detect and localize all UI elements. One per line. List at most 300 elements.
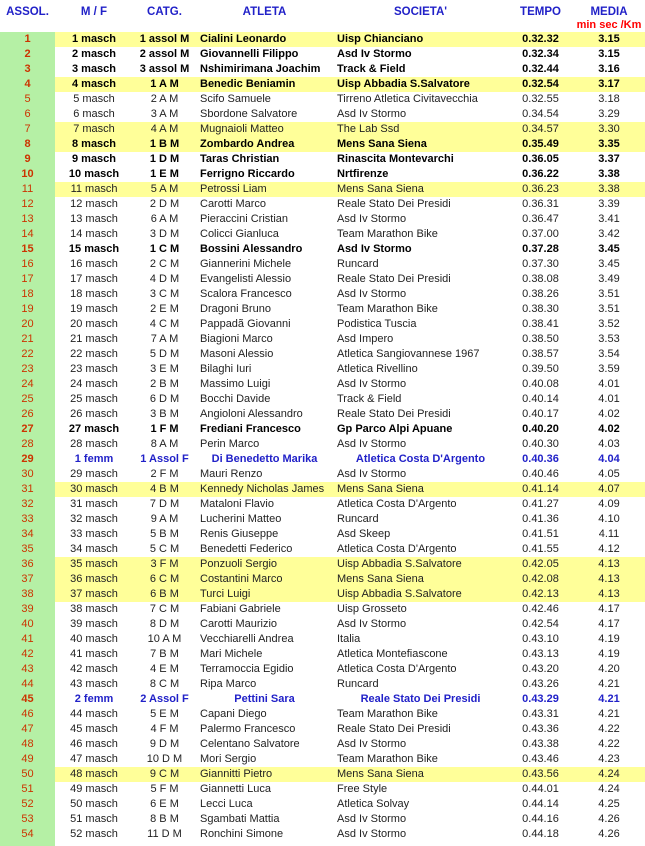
cell-club-name: Asd Iv Stormo [337, 288, 407, 300]
cell-club-name: Reale Stato Dei Presidi [337, 408, 451, 420]
cell-finish-time: 0.42.54 [522, 618, 559, 630]
cell-gender-rank: 51 masch [70, 813, 118, 825]
cell-athlete-name: Giannitti Pietro [200, 768, 273, 780]
cell-category-rank: 11 D M [147, 828, 182, 840]
cell-athlete-name: Petrossi Liam [200, 183, 267, 195]
cell-finish-time: 0.36.47 [522, 213, 559, 225]
cell-club-name: Reale Stato Dei Presidi [337, 723, 451, 735]
cell-gender-rank: 24 masch [70, 378, 118, 390]
cell-overall-position: 49 [21, 753, 34, 765]
table-row [0, 362, 645, 377]
cell-finish-time: 0.43.36 [522, 723, 559, 735]
cell-overall-position: 48 [21, 738, 34, 750]
cell-athlete-name: Nshimirimana Joachim [200, 63, 321, 75]
cell-overall-position: 33 [21, 513, 34, 525]
results-body [0, 32, 645, 842]
cell-finish-time: 0.32.34 [522, 48, 559, 60]
cell-pace: 3.30 [598, 123, 620, 135]
cell-pace: 4.03 [598, 438, 620, 450]
cell-athlete-name: Mori Sergio [200, 753, 257, 765]
cell-pace: 4.13 [598, 558, 620, 570]
cell-gender-rank: 47 masch [70, 753, 118, 765]
cell-gender-rank: 40 masch [70, 633, 118, 645]
cell-finish-time: 0.32.54 [522, 78, 559, 90]
cell-overall-position: 22 [21, 348, 34, 360]
cell-gender-rank: 50 masch [70, 798, 118, 810]
cell-club-name: Atletica Costa D'Argento [355, 453, 486, 465]
table-row [0, 497, 645, 512]
table-row [0, 482, 645, 497]
cell-finish-time: 0.43.46 [522, 753, 559, 765]
cell-pace: 3.41 [598, 213, 620, 225]
table-header-row [0, 0, 645, 19]
cell-athlete-name: Palermo Francesco [200, 723, 296, 735]
cell-pace: 4.19 [598, 633, 620, 645]
cell-finish-time: 0.42.08 [522, 573, 559, 585]
cell-gender-rank: 38 masch [70, 603, 118, 615]
cell-category-rank: 2 B M [150, 378, 179, 390]
cell-pace: 4.12 [598, 543, 620, 555]
cell-club-name: Asd Iv Stormo [337, 213, 407, 225]
cell-pace: 3.15 [598, 48, 620, 60]
cell-finish-time: 0.43.56 [522, 768, 559, 780]
cell-pace: 4.23 [598, 753, 620, 765]
cell-gender-rank: 37 masch [70, 588, 118, 600]
table-row [0, 347, 645, 362]
cell-gender-rank: 30 masch [70, 483, 118, 495]
cell-category-rank: 2 Assol F [140, 693, 189, 705]
cell-athlete-name: Scalora Francesco [200, 288, 292, 300]
cell-athlete-name: Ferrigno Riccardo [200, 168, 295, 180]
cell-pace: 4.25 [598, 798, 620, 810]
cell-athlete-name: Capani Diego [200, 708, 267, 720]
cell-athlete-name: Sgambati Mattia [200, 813, 280, 825]
cell-category-rank: 5 A M [150, 183, 179, 195]
cell-club-name: Mens Sana Siena [337, 573, 424, 585]
cell-overall-position: 14 [21, 228, 34, 240]
table-row [0, 827, 645, 842]
table-row [0, 707, 645, 722]
table-row [0, 812, 645, 827]
cell-overall-position: 36 [21, 558, 34, 570]
cell-finish-time: 0.40.17 [522, 408, 559, 420]
cell-pace: 4.26 [598, 813, 620, 825]
cell-gender-rank: 2 masch [71, 48, 117, 60]
table-row [0, 512, 645, 527]
table-row [0, 782, 645, 797]
cell-club-name: Team Marathon Bike [337, 228, 438, 240]
cell-club-name: Uisp Abbadia S.Salvatore [337, 588, 462, 600]
cell-club-name: Mens Sana Siena [337, 768, 424, 780]
cell-overall-position: 46 [21, 708, 34, 720]
cell-finish-time: 0.42.05 [522, 558, 559, 570]
cell-gender-rank: 16 masch [70, 258, 118, 270]
cell-pace: 3.49 [598, 273, 620, 285]
cell-overall-position: 1 [24, 33, 31, 45]
cell-finish-time: 0.38.50 [522, 333, 559, 345]
cell-overall-position: 7 [24, 123, 31, 135]
cell-finish-time: 0.38.30 [522, 303, 559, 315]
cell-overall-position: 15 [21, 243, 34, 255]
cell-gender-rank: 41 masch [70, 648, 118, 660]
cell-pace: 3.52 [598, 318, 620, 330]
cell-overall-position: 27 [21, 423, 34, 435]
cell-pace: 4.22 [598, 738, 620, 750]
cell-athlete-name: Cialini Leonardo [200, 33, 287, 45]
cell-gender-rank: 27 masch [68, 423, 120, 435]
cell-category-rank: 6 C M [149, 573, 180, 585]
cell-category-rank: 2 D M [149, 198, 180, 210]
cell-category-rank: 1 A M [150, 78, 179, 90]
cell-overall-position: 5 [24, 93, 31, 105]
cell-club-name: Asd Iv Stormo [337, 243, 412, 255]
cell-category-rank: 5 C M [149, 543, 180, 555]
table-row [0, 77, 645, 92]
table-row [0, 662, 645, 677]
cell-finish-time: 0.44.01 [522, 783, 559, 795]
cell-athlete-name: Turci Luigi [200, 588, 251, 600]
cell-club-name: Rinascita Montevarchi [337, 153, 454, 165]
cell-category-rank: 3 B M [150, 408, 179, 420]
table-row [0, 467, 645, 482]
cell-overall-position: 8 [24, 138, 31, 150]
cell-pace: 3.35 [598, 138, 620, 150]
cell-gender-rank: 19 masch [70, 303, 118, 315]
cell-gender-rank: 21 masch [70, 333, 118, 345]
cell-club-name: Asd Iv Stormo [337, 438, 407, 450]
cell-category-rank: 3 C M [149, 288, 180, 300]
cell-athlete-name: Carotti Marco [200, 198, 267, 210]
cell-category-rank: 10 A M [147, 633, 182, 645]
cell-pace: 3.38 [598, 183, 620, 195]
cell-pace: 3.53 [598, 333, 620, 345]
cell-gender-rank: 36 masch [70, 573, 118, 585]
table-row [0, 227, 645, 242]
cell-category-rank: 2 A M [150, 93, 179, 105]
cell-gender-rank: 7 masch [73, 123, 115, 135]
cell-pace: 4.19 [598, 648, 620, 660]
cell-pace: 4.13 [598, 588, 620, 600]
cell-gender-rank: 14 masch [70, 228, 118, 240]
cell-pace: 3.59 [598, 363, 620, 375]
cell-athlete-name: Zombardo Andrea [200, 138, 295, 150]
cell-overall-position: 38 [21, 588, 34, 600]
cell-overall-position: 31 [21, 483, 34, 495]
cell-club-name: Uisp Abbadia S.Salvatore [337, 78, 470, 90]
cell-finish-time: 0.36.05 [522, 153, 559, 165]
table-row [0, 422, 645, 437]
cell-overall-position: 44 [21, 678, 34, 690]
cell-club-name: Team Marathon Bike [337, 708, 438, 720]
cell-finish-time: 0.41.55 [522, 543, 559, 555]
cell-gender-rank: 17 masch [70, 273, 118, 285]
cell-club-name: Mens Sana Siena [337, 483, 424, 495]
cell-pace: 3.37 [598, 153, 620, 165]
cell-category-rank: 3 assol M [139, 63, 190, 75]
cell-pace: 3.54 [598, 348, 620, 360]
cell-finish-time: 0.43.26 [522, 678, 559, 690]
cell-club-name: Asd Iv Stormo [337, 108, 407, 120]
cell-category-rank: 6 B M [150, 588, 179, 600]
cell-finish-time: 0.41.14 [522, 483, 559, 495]
column-subheader-media-units: min sec /Km [576, 19, 642, 31]
cell-club-name: Team Marathon Bike [337, 753, 438, 765]
cell-category-rank: 7 A M [150, 333, 179, 345]
cell-overall-position: 39 [21, 603, 34, 615]
cell-category-rank: 8 A M [150, 438, 179, 450]
cell-finish-time: 0.36.23 [522, 183, 559, 195]
cell-category-rank: 1 Assol F [140, 453, 189, 465]
cell-athlete-name: Masoni Alessio [200, 348, 274, 360]
cell-pace: 3.51 [598, 288, 620, 300]
cell-finish-time: 0.43.10 [522, 633, 559, 645]
cell-category-rank: 2 F M [150, 468, 179, 480]
cell-pace: 4.21 [598, 708, 620, 720]
cell-club-name: Runcard [337, 258, 379, 270]
cell-finish-time: 0.42.46 [522, 603, 559, 615]
cell-athlete-name: Ronchini Simone [200, 828, 284, 840]
cell-finish-time: 0.37.28 [522, 243, 559, 255]
cell-pace: 4.21 [598, 693, 620, 705]
cell-pace: 3.15 [598, 33, 620, 45]
cell-pace: 4.24 [598, 783, 620, 795]
cell-club-name: Team Marathon Bike [337, 303, 438, 315]
cell-overall-position: 43 [21, 663, 34, 675]
cell-finish-time: 0.43.31 [522, 708, 559, 720]
cell-gender-rank: 6 masch [73, 108, 115, 120]
cell-pace: 4.17 [598, 603, 620, 615]
table-row [0, 287, 645, 302]
cell-gender-rank: 8 masch [71, 138, 117, 150]
cell-category-rank: 2 C M [149, 258, 180, 270]
cell-athlete-name: Vecchiarelli Andrea [200, 633, 294, 645]
cell-pace: 4.20 [598, 663, 620, 675]
cell-finish-time: 0.39.50 [522, 363, 559, 375]
table-subheader-row [0, 19, 645, 32]
cell-gender-rank: 32 masch [70, 513, 118, 525]
cell-athlete-name: Di Benedetto Marika [211, 453, 318, 465]
cell-club-name: Reale Stato Dei Presidi [337, 273, 451, 285]
cell-club-name: Asd Iv Stormo [337, 468, 407, 480]
cell-finish-time: 0.40.30 [522, 438, 559, 450]
cell-gender-rank: 26 masch [70, 408, 118, 420]
table-row [0, 212, 645, 227]
cell-category-rank: 4 D M [149, 273, 180, 285]
cell-athlete-name: Carotti Maurizio [200, 618, 278, 630]
cell-pace: 4.01 [598, 378, 620, 390]
cell-pace: 4.22 [598, 723, 620, 735]
cell-category-rank: 8 C M [149, 678, 180, 690]
table-row [0, 407, 645, 422]
cell-finish-time: 0.44.16 [522, 813, 559, 825]
cell-club-name: Gp Parco Alpi Apuane [337, 423, 453, 435]
cell-category-rank: 4 B M [150, 483, 179, 495]
cell-category-rank: 4 F M [150, 723, 179, 735]
cell-club-name: Runcard [337, 678, 379, 690]
cell-finish-time: 0.38.57 [522, 348, 559, 360]
cell-finish-time: 0.38.26 [522, 288, 559, 300]
cell-category-rank: 9 D M [149, 738, 180, 750]
cell-category-rank: 1 C M [149, 243, 180, 255]
cell-pace: 4.26 [598, 828, 620, 840]
table-row [0, 797, 645, 812]
cell-overall-position: 25 [21, 393, 34, 405]
cell-club-name: Free Style [337, 783, 388, 795]
cell-club-name: Italia [337, 633, 361, 645]
cell-gender-rank: 33 masch [70, 528, 118, 540]
cell-overall-position: 32 [21, 498, 34, 510]
cell-pace: 4.24 [598, 768, 620, 780]
cell-gender-rank: 3 masch [71, 63, 117, 75]
cell-pace: 4.17 [598, 618, 620, 630]
cell-pace: 3.42 [598, 228, 620, 240]
cell-category-rank: 3 F M [150, 558, 179, 570]
cell-gender-rank: 48 masch [70, 768, 118, 780]
cell-athlete-name: Angioloni Alessandro [200, 408, 303, 420]
cell-finish-time: 0.43.29 [522, 693, 559, 705]
table-row [0, 527, 645, 542]
cell-gender-rank: 15 masch [68, 243, 120, 255]
cell-club-name: Asd Iv Stormo [337, 738, 407, 750]
cell-club-name: Track & Field [337, 393, 402, 405]
cell-overall-position: 17 [21, 273, 34, 285]
cell-athlete-name: Fabiani Gabriele [200, 603, 281, 615]
cell-pace: 3.16 [598, 63, 620, 75]
table-row [0, 152, 645, 167]
cell-pace: 4.02 [598, 408, 620, 420]
cell-athlete-name: Giannetti Luca [200, 783, 271, 795]
cell-pace: 4.09 [598, 498, 620, 510]
cell-athlete-name: Evangelisti Alessio [200, 273, 292, 285]
cell-club-name: Atletica Costa D'Argento [337, 663, 457, 675]
cell-category-rank: 5 E M [150, 708, 179, 720]
cell-gender-rank: 29 masch [70, 468, 118, 480]
cell-finish-time: 0.41.36 [522, 513, 559, 525]
cell-athlete-name: Ponzuoli Sergio [200, 558, 278, 570]
cell-gender-rank: 11 masch [70, 183, 118, 195]
cell-club-name: Asd Iv Stormo [337, 828, 407, 840]
cell-category-rank: 7 C M [149, 603, 180, 615]
cell-overall-position: 40 [21, 618, 34, 630]
cell-pace: 3.29 [598, 108, 620, 120]
cell-athlete-name: Bocchi Davide [200, 393, 271, 405]
cell-category-rank: 5 D M [149, 348, 180, 360]
table-row [0, 392, 645, 407]
table-row [0, 632, 645, 647]
cell-club-name: Mens Sana Siena [337, 183, 424, 195]
cell-overall-position: 42 [21, 648, 34, 660]
cell-gender-rank: 10 masch [68, 168, 120, 180]
cell-category-rank: 1 F M [150, 423, 179, 435]
cell-club-name: Mens Sana Siena [337, 138, 427, 150]
cell-club-name: Atletica Sangiovannese 1967 [337, 348, 480, 360]
cell-gender-rank: 13 masch [70, 213, 118, 225]
cell-gender-rank: 46 masch [70, 738, 118, 750]
table-row [0, 692, 645, 707]
cell-athlete-name: Mugnaioli Matteo [200, 123, 284, 135]
cell-overall-position: 35 [21, 543, 34, 555]
table-row [0, 767, 645, 782]
cell-finish-time: 0.36.22 [522, 168, 559, 180]
cell-category-rank: 9 A M [150, 513, 179, 525]
cell-overall-position: 21 [21, 333, 34, 345]
cell-athlete-name: Benedic Beniamin [200, 78, 296, 90]
cell-gender-rank: 52 masch [70, 828, 118, 840]
cell-overall-position: 4 [24, 78, 31, 90]
cell-gender-rank: 39 masch [70, 618, 118, 630]
cell-pace: 4.05 [598, 468, 620, 480]
cell-club-name: Nrtfirenze [337, 168, 389, 180]
cell-club-name: Asd Iv Stormo [337, 378, 407, 390]
cell-category-rank: 10 D M [146, 753, 183, 765]
cell-pace: 4.07 [598, 483, 620, 495]
cell-category-rank: 3 A M [150, 108, 179, 120]
table-row [0, 317, 645, 332]
cell-athlete-name: Lucherini Matteo [200, 513, 282, 525]
cell-finish-time: 0.44.18 [522, 828, 559, 840]
cell-category-rank: 6 D M [149, 393, 180, 405]
cell-club-name: Asd Impero [337, 333, 394, 345]
cell-overall-position: 53 [21, 813, 34, 825]
cell-pace: 3.18 [598, 93, 620, 105]
cell-athlete-name: Perin Marco [200, 438, 260, 450]
cell-club-name: Atletica Rivellino [337, 363, 418, 375]
cell-athlete-name: Sbordone Salvatore [200, 108, 298, 120]
table-row [0, 752, 645, 767]
cell-category-rank: 7 B M [150, 648, 179, 660]
cell-category-rank: 3 D M [149, 228, 180, 240]
column-header-atleta: ATLETA [242, 6, 287, 18]
cell-category-rank: 5 F M [150, 783, 179, 795]
cell-category-rank: 4 A M [150, 123, 179, 135]
table-row [0, 107, 645, 122]
cell-overall-position: 26 [21, 408, 34, 420]
cell-overall-position: 54 [21, 828, 34, 840]
cell-finish-time: 0.36.31 [522, 198, 559, 210]
cell-category-rank: 4 E M [150, 663, 179, 675]
cell-category-rank: 6 A M [150, 213, 179, 225]
cell-athlete-name: Giovannelli Filippo [200, 48, 299, 60]
cell-pace: 4.02 [598, 423, 620, 435]
column-header-catg: CATG. [147, 6, 182, 18]
table-row [0, 437, 645, 452]
cell-finish-time: 0.43.38 [522, 738, 559, 750]
cell-category-rank: 1 E M [150, 168, 179, 180]
cell-pace: 3.45 [598, 258, 620, 270]
cell-club-name: Atletica Costa D'Argento [337, 543, 457, 555]
table-row [0, 182, 645, 197]
cell-overall-position: 19 [21, 303, 34, 315]
cell-overall-position: 13 [21, 213, 34, 225]
cell-athlete-name: Terramoccia Egidio [200, 663, 294, 675]
column-header-assol: ASSOL. [6, 6, 49, 18]
cell-athlete-name: Pettini Sara [234, 693, 295, 705]
cell-gender-rank: 12 masch [70, 198, 118, 210]
cell-club-name: Atletica Solvay [337, 798, 410, 810]
cell-athlete-name: Pappadã Giovanni [200, 318, 291, 330]
cell-gender-rank: 1 masch [71, 33, 117, 45]
table-row [0, 572, 645, 587]
cell-category-rank: 9 C M [149, 768, 180, 780]
cell-club-name: Atletica Montefiascone [337, 648, 448, 660]
cell-athlete-name: Benedetti Federico [200, 543, 293, 555]
cell-overall-position: 34 [21, 528, 34, 540]
cell-athlete-name: Kennedy Nicholas James [200, 483, 325, 495]
cell-athlete-name: Lecci Luca [200, 798, 253, 810]
cell-overall-position: 51 [21, 783, 34, 795]
cell-overall-position: 6 [24, 108, 31, 120]
cell-athlete-name: Giannerini Michele [200, 258, 292, 270]
